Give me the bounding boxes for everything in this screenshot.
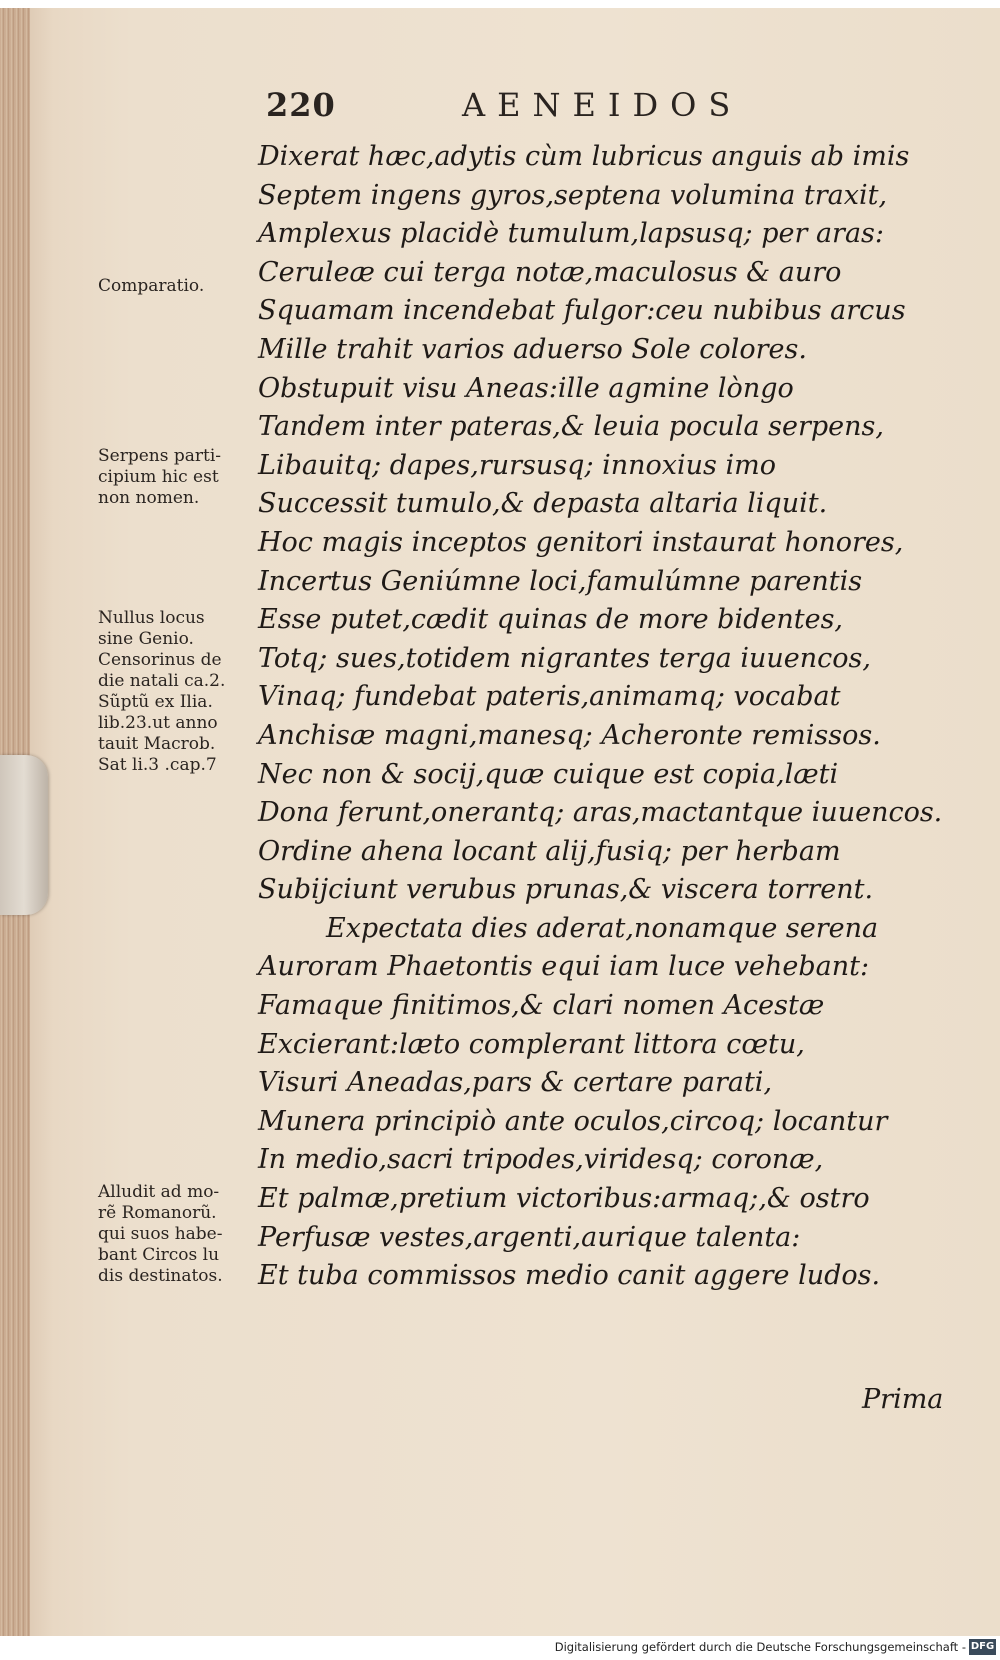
verse-line: Subijciunt verubus prunas,& viscera torrent. bbox=[258, 874, 874, 906]
verse-line: Squamam incendebat fulgor:ceu nubibus arcus bbox=[258, 295, 906, 327]
verse-line: Visuri Aneadas,pars & certare parati, bbox=[258, 1067, 773, 1099]
gloss-line: Sat li.3 .cap.7 bbox=[98, 755, 217, 775]
margin-gloss-genio bbox=[98, 608, 258, 776]
footer-credit: Digitalisierung gefördert durch die Deutsche Forschungsgemeinschaft - bbox=[554, 1640, 966, 1654]
margin-gloss-comparatio bbox=[98, 276, 258, 297]
gloss-line: Censorinus de bbox=[98, 650, 222, 670]
verse-line: Totq; sues,totidem nigrantes terga iuuencos, bbox=[258, 642, 871, 674]
running-head bbox=[262, 86, 822, 130]
verse-line: Tandem inter pateras,& leuia pocula serpens, bbox=[258, 411, 884, 443]
gloss-line: non nomen. bbox=[98, 488, 200, 508]
gloss-line: bant Circos lu bbox=[98, 1245, 220, 1265]
verse-line: Perfusæ vestes,argenti,aurique talenta: bbox=[258, 1221, 801, 1253]
verse-line: Nec non & socij,quæ cuique est copia,læti bbox=[258, 758, 839, 790]
gloss-line: die natali ca.2. bbox=[98, 671, 226, 691]
book-title: AENEIDOS bbox=[462, 86, 743, 124]
verse-line: Et tuba commissos medio canit aggere ludos. bbox=[258, 1260, 881, 1292]
verse-line: Ordine ahena locant alij,fusiq; per herbam bbox=[258, 835, 841, 867]
gloss-line: rẽ Romanorũ. bbox=[98, 1203, 217, 1223]
verse-line: Vinaq; fundebat pateris,animamq; vocabat bbox=[258, 681, 841, 713]
verse-line: Mille trahit varios aduerso Sole colores. bbox=[258, 333, 807, 365]
verse-line: Libauitq; dapes,rursusq; innoxius imo bbox=[258, 449, 776, 481]
footer-bar bbox=[0, 1636, 1000, 1660]
gloss-line: sine Genio. bbox=[98, 629, 194, 649]
verse-line: Dixerat hæc,adytis cùm lubricus anguis ab imis bbox=[258, 141, 910, 172]
margin-gloss-serpens bbox=[98, 446, 258, 509]
verse-line: Amplexus placidè tumulum,lapsusq; per aras: bbox=[258, 218, 884, 250]
gloss-line: dis destinatos. bbox=[98, 1266, 223, 1286]
gloss-line: Sũptũ ex Ilia. bbox=[98, 692, 213, 712]
gloss-line: Serpens parti- bbox=[98, 446, 222, 466]
gloss-line: Alludit ad mo- bbox=[98, 1182, 220, 1202]
gloss-line: Nullus locus bbox=[98, 608, 205, 628]
verse-line: Esse putet,cædit quinas de more bidentes, bbox=[258, 604, 844, 636]
dfg-logo-icon: DFG bbox=[969, 1639, 996, 1655]
verse-line-indented: Expectata dies aderat,nonamque serena bbox=[326, 912, 879, 944]
verse-line: Excierant:læto complerant littora cœtu, bbox=[258, 1028, 805, 1060]
verse-line: In medio,sacri tripodes,viridesq; coronæ, bbox=[258, 1144, 824, 1176]
verse-line: Hoc magis inceptos genitori instaurat honores, bbox=[258, 526, 904, 558]
gloss-line: qui suos habe- bbox=[98, 1224, 223, 1244]
verse-line: Incertus Geniúmne loci,famulúmne parentis bbox=[258, 565, 863, 597]
verse-line: Successit tumulo,& depasta altaria liquit. bbox=[258, 488, 828, 520]
verse-line: Munera principiò ante oculos,circoq; locantur bbox=[258, 1105, 888, 1137]
verse-line: Obstupuit visu Aneas:ille agmine lòngo bbox=[258, 372, 794, 404]
verse-line: Et palmæ,pretium victoribus:armaq;,& ostro bbox=[258, 1183, 870, 1215]
verse-line: Anchisæ magni,manesq; Acheronte remissos. bbox=[258, 719, 881, 751]
page-number: 220 bbox=[266, 86, 336, 124]
gloss-line: lib.23.ut anno bbox=[98, 713, 218, 733]
page-clip bbox=[0, 755, 48, 915]
verse-line: Septem ingens gyros,septena volumina traxit, bbox=[258, 179, 888, 211]
margin-gloss-romanorum bbox=[98, 1182, 258, 1287]
verse-line: Ceruleæ cui terga notæ,maculosus & auro bbox=[258, 256, 842, 288]
verse-line: Auroram Phaetontis equi iam luce vehebant: bbox=[258, 951, 870, 983]
verse-block bbox=[258, 138, 943, 1296]
verse-line: Famaque finitimos,& clari nomen Acestæ bbox=[258, 990, 825, 1022]
gloss-line: cipium hic est bbox=[98, 467, 219, 487]
gloss-line: Comparatio. bbox=[98, 276, 205, 296]
verse-line: Dona ferunt,onerantq; aras,mactantque iuuencos. bbox=[258, 797, 943, 829]
catchword: Prima bbox=[862, 1384, 944, 1415]
gloss-line: tauit Macrob. bbox=[98, 734, 216, 754]
